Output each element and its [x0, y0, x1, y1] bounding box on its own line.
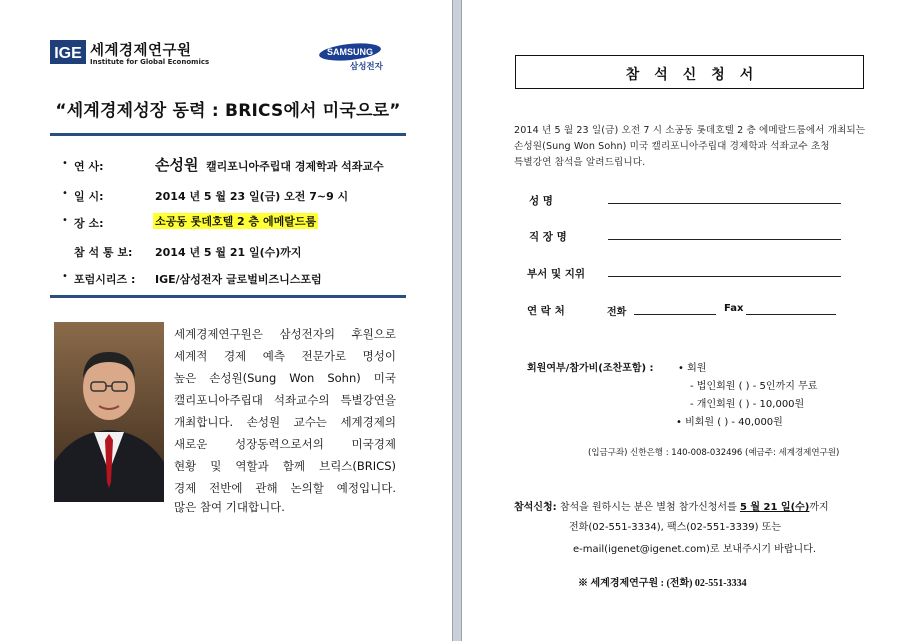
- footer-contact: ※ 세계경제연구원 : (전화) 02-551-3334: [578, 578, 747, 589]
- desc-line: 세계경제연구원은 삼성전자의 후원으로: [174, 327, 396, 341]
- bullet-icon: •: [62, 215, 68, 226]
- samsung-logo-text: SAMSUNG: [326, 47, 374, 57]
- form-title: 참석신청서: [625, 67, 769, 83]
- desc-line: 높은 손성원(Sung Won Sohn) 미국: [174, 371, 396, 385]
- desc-line: 개최합니다. 손성원 교수는 세계경제의: [174, 415, 396, 429]
- workplace-label: 직 장 명: [529, 231, 567, 243]
- apply-label: 참석신청:: [514, 502, 557, 513]
- intro-line: 특별강연 참석을 알려드립니다.: [514, 157, 646, 168]
- speaker-affiliation: 캘리포니아주립대 경제학과 석좌교수: [206, 160, 384, 173]
- name-label: 성 명: [529, 195, 553, 207]
- bullet-icon: •: [62, 271, 68, 282]
- ige-subtitle: Institute for Global Economics: [90, 58, 210, 66]
- samsung-subtitle: 삼성전자: [350, 62, 383, 72]
- desc-line: 캘리포니아주립대 석좌교수의 특별강연을: [174, 393, 396, 407]
- ige-logo-text: IGE: [54, 45, 82, 62]
- corp-member-option[interactable]: - 법인회원 ( ) - 5인까지 무료: [690, 381, 818, 392]
- speaker-label: 연 사:: [74, 160, 104, 173]
- rsvp-label: 참 석 통 보:: [74, 246, 133, 259]
- indiv-member-option[interactable]: - 개인회원 ( ) - 10,000원: [690, 399, 805, 410]
- desc-line: 세계적 경제 예측 전문가로 명성이: [174, 349, 396, 363]
- dept-label: 부서 및 지위: [527, 268, 586, 280]
- phone-label: 전화: [607, 307, 627, 318]
- speaker-photo: [54, 322, 164, 502]
- divider-top: [50, 133, 406, 136]
- apply-deadline: 5 월 21 일(수): [739, 502, 810, 513]
- series-label: 포럼시리즈 :: [74, 273, 136, 286]
- fax-label: Fax: [724, 303, 744, 314]
- lecture-title: “세계경제성장 동력 : BRICS에서 미국으로”: [55, 101, 401, 121]
- desc-line: 현황 및 역할과 함께 브릭스(BRICS): [174, 459, 396, 473]
- desc-line: 새로운 성장동력으로서의 미국경제: [174, 437, 396, 451]
- desc-line: 많은 참여 기대합니다.: [174, 500, 285, 514]
- member-option: • 회원: [678, 363, 707, 374]
- fax-field[interactable]: [746, 314, 836, 315]
- nonmember-option[interactable]: • 비회원 ( ) - 40,000원: [676, 417, 783, 428]
- apply-line-2: 전화(02-551-3334), 팩스(02-551-3339) 또는: [569, 522, 782, 533]
- datetime-value: 2014 년 5 월 23 일(금) 오전 7~9 시: [155, 190, 349, 203]
- divider-bottom: [50, 295, 406, 298]
- membership-label: 회원여부/참가비(조찬포함) :: [527, 363, 654, 374]
- apply-text-b: 까지: [809, 502, 829, 513]
- venue-label: 장 소:: [74, 217, 104, 230]
- intro-line: 손성원(Sung Won Sohn) 미국 캘리포니아주립대 경제학과 석좌교수 초청: [514, 141, 830, 152]
- datetime-label: 일 시:: [74, 190, 104, 203]
- bullet-icon: •: [62, 188, 68, 199]
- apply-line-1: [514, 498, 829, 513]
- phone-field[interactable]: [634, 314, 716, 315]
- dept-field[interactable]: [608, 276, 841, 277]
- bank-account: (입금구좌) 신한은행 : 140-008-032496 (예금주: 세계경제연구원): [588, 448, 840, 458]
- bullet-icon: •: [62, 158, 68, 169]
- speaker-name: 손성원: [155, 156, 199, 174]
- contact-label: 연 락 처: [527, 305, 565, 317]
- desc-line: 경제 전반에 관해 논의할 예정입니다.: [174, 481, 396, 495]
- name-field[interactable]: [608, 203, 841, 204]
- apply-line-3: e-mail(igenet@igenet.com)로 보내주시기 바랍니다.: [573, 544, 817, 555]
- series-value: IGE/삼성전자 글로벌비즈니스포럼: [155, 273, 322, 286]
- ige-name: 세계경제연구원: [90, 43, 192, 59]
- workplace-field[interactable]: [608, 239, 841, 240]
- apply-text-a: 참석을 원하시는 분은 별첨 참가신청서를: [556, 502, 740, 513]
- page-gutter: [452, 0, 462, 641]
- intro-line: 2014 년 5 월 23 일(금) 오전 7 시 소공동 롯데호텔 2 층 에메랄드룸에서 개최되는: [514, 125, 866, 136]
- ige-logo-icon: [50, 40, 86, 64]
- venue-value: 소공동 롯데호텔 2 층 에메랄드룸: [155, 215, 317, 228]
- rsvp-value: 2014 년 5 월 21 일(수)까지: [155, 246, 302, 259]
